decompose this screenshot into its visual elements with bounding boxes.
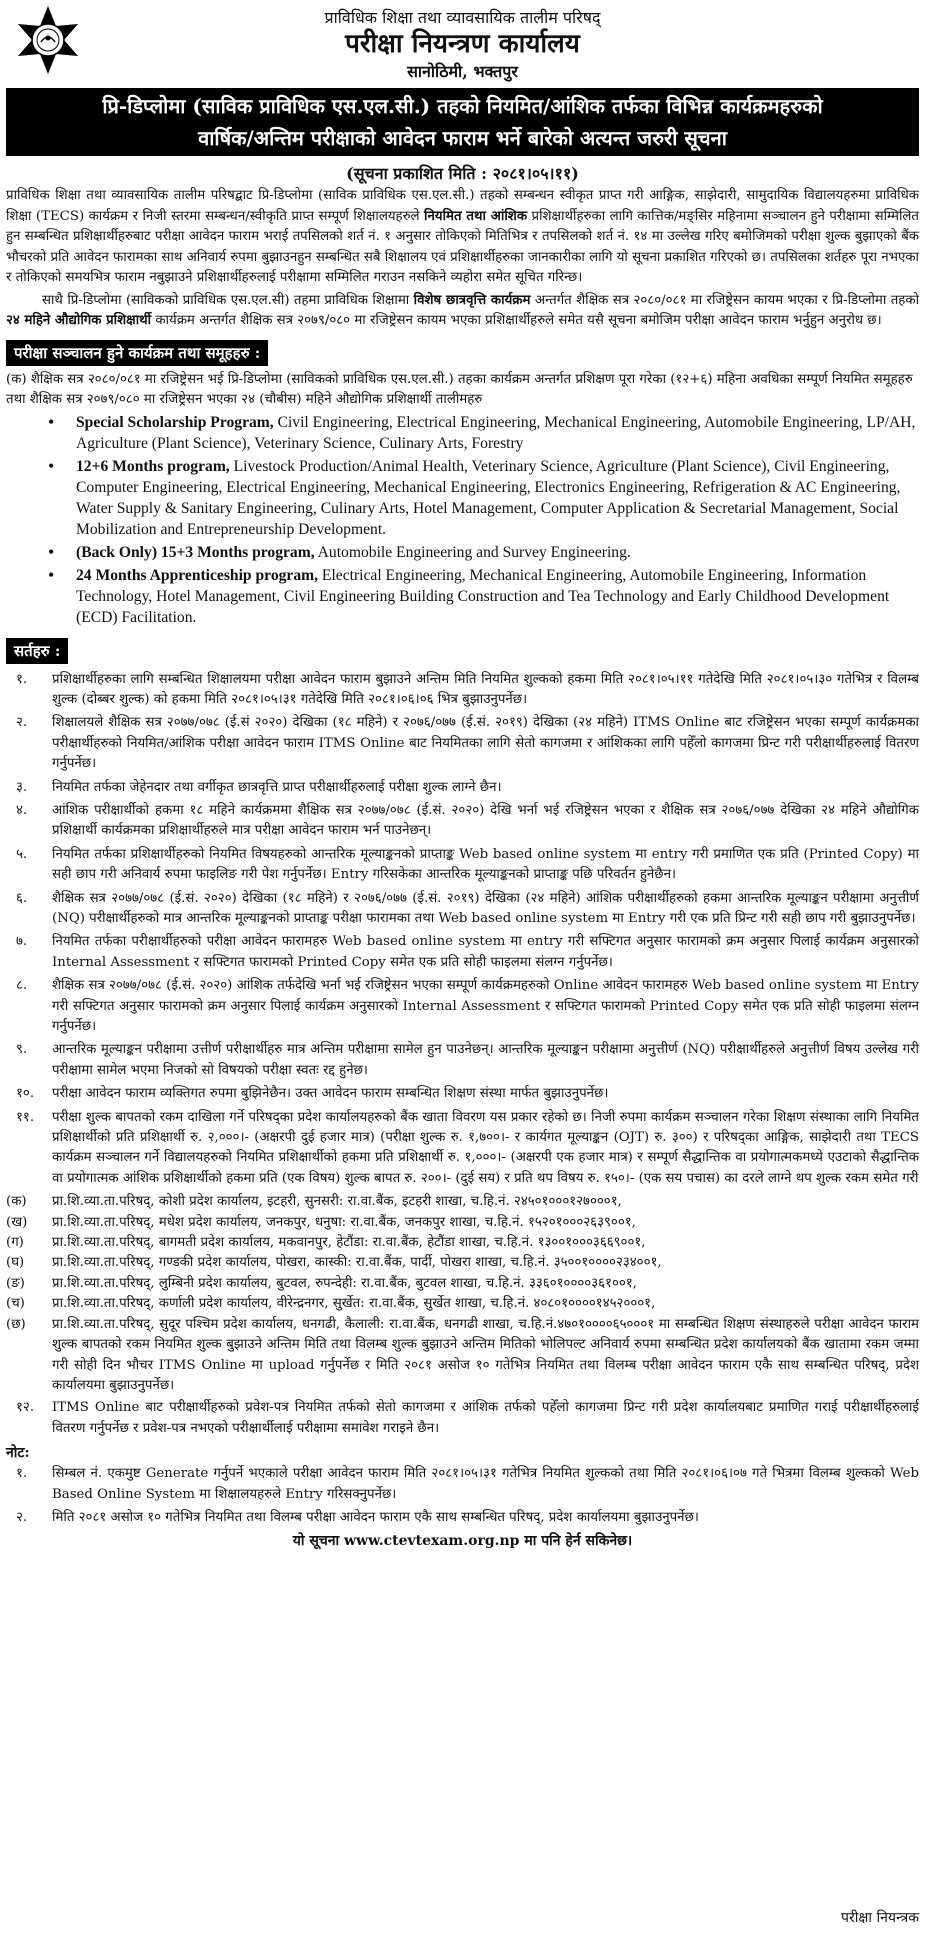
notes-list (6, 1464, 919, 1528)
notes-heading: नोट: (6, 1445, 30, 1462)
section-programs-intro: (क) शैक्षिक सत्र २०८०/०८१ मा रजिष्ट्रेसन भई प्रि-डिप्लोमा (साविकको प्राविधिक एस.एल.सी.) तहका कार्यक्रम अन्तर्गत प्रशिक्षण पूरा गरेका (१२+६) महिना अवधिका सम्पूर्ण नियमित समूहहरु तथा शैक्षिक सत्र २०७९/०८० मा रजिष्ट्रेसन भएका २४ (चौबीस) महिने औद्योगिक प्रशिक्षार्थी तालीमहरु (6, 371, 913, 407)
program-item: • 24 Months Apprenticeship program, Electrical Engineering, Mechanical Engineering, Automobile Engineering, Information Technology, Hotel Management, Civil Engineering Building Construction and Tea Technology and Early Childhood Development (ECD) Facilitation. (46, 565, 919, 628)
program-item: • (Back Only) 15+3 Months program, Automobile Engineering and Survey Engineering. (46, 542, 919, 563)
program-item: • Special Scholarship Program, Civil Engineering, Electrical Engineering, Mechanical Engineering, Automobile Engineering, LP/AH, Agriculture (Plant Science), Veterinary Science, Culinary Arts, Forestry (46, 412, 919, 454)
term-item: ५. नियमित तर्फका प्रशिक्षार्थीहरुको नियमित विषयहरुको आन्तरिक मूल्याङ्कनको प्राप्ताङ्क Web based online system मा entry गरी प्रमाणित एक प्रति (Printed Copy) मा सही छाप गरी अनिवार्य रुपमा फाइलिङ गरी पेश गर्नुपर्नेछ। Entry गरिसकेका आन्तरिक मूल्याङ्कनको प्राप्ताङ्क पछि परिवर्तन हुनेछैन। (16, 846, 919, 883)
terms-list (6, 670, 919, 1190)
signoff-controller: परीक्षा नियन्त्रक (841, 1910, 919, 1926)
bank-account-item: (घ) प्रा.शि.व्या.ता.परिषद्, गण्डकी प्रदेश कार्यालय, पोखरा, कास्की: रा.वा.बैंक, पार्दी, पोखरा शाखा, च.हि.नं. ३५००१००००२३४००१, (6, 1255, 662, 1271)
intro-paragraph-2: साथै प्रि-डिप्लोमा (साविकको प्राविधिक एस.एल.सी) तहमा प्राविधिक शिक्षामा विशेष छात्रवृत्ति कार्यक्रम अन्तर्गत शैक्षिक सत्र २०८०/०८१ मा रजिष्ट्रेसन कायम भएका र प्रि-डिप्लोमा तहको २४ महिने औद्योगिक प्रशिक्षार्थी कार्यक्रम अन्तर्गत शैक्षिक सत्र २०७९/०८० मा रजिष्ट्रेसन कायम भएका प्रशिक्षार्थीहरुले समेत यसै सूचना बमोजिम परीक्षा आवेदन फाराम भर्नुहुन अनुरोध छ। (6, 292, 920, 328)
notice-title-line2: वार्षिक/अन्तिम परीक्षाको आवेदन फाराम भर्ने बारेको अत्यन्त जरुरी सूचना (198, 126, 727, 150)
term-item: ९. आन्तरिक मूल्याङ्कन परीक्षामा उत्तीर्ण परीक्षार्थीहरु मात्र अन्तिम परीक्षामा सामेल हुन पाउनेछन्। आन्तरिक मूल्याङ्कन परीक्षामा अनुत्तीर्ण (NQ) परीक्षार्थीहरुले अनुत्तीर्ण विषय उल्लेख गरी परीक्षामा सामेल भएमा निजको सो विषयको परीक्षा स्वतः रद्द हुनेछ। (16, 1042, 919, 1078)
term-item: १. प्रशिक्षार्थीहरुका लागि सम्बन्धित शिक्षालयमा परीक्षा आवेदन फाराम बुझाउने अन्तिम मिति नियमित शुल्कको हकमा मिति २०८१।०५।११ गतेदेखि मिति २०८१।०५।३० गतेभित्र र विलम्ब शुल्क (दोब्बर शुल्क) को हकमा मिति २०८१।०५।३१ गतेदेखि मिति २०८१।०६।०६ भित्र बुझाउनुपर्नेछ। (16, 671, 919, 707)
notice-page (6, 2, 919, 1550)
office-location: सानोठिमी, भक्तपुर (407, 62, 518, 81)
council-name: प्राविधिक शिक्षा तथा व्यावसायिक तालीम परिषद् (324, 8, 601, 27)
office-name: परीक्षा नियन्त्रण कार्यालय (345, 29, 580, 59)
notice-title-line1: प्रि-डिप्लोमा (साविक प्राविधिक एस.एल.सी.) तहको नियमित/आंशिक तर्फका विभिन्न कार्यक्रमहरुको (102, 94, 823, 118)
bank-account-item: (ग) प्रा.शि.व्या.ता.परिषद्, बागमती प्रदेश कार्यालय, मकवानपुर, हेटौंडा: रा.वा.बैंक, हेटौंडा शाखा, च.हि.नं. १३००१०००३६६९००१, (6, 1235, 646, 1251)
bank-account-item: (ङ) प्रा.शि.व्या.ता.परिषद्, लुम्बिनी प्रदेश कार्यालय, बुटवल, रुपन्देही: रा.वा.बैंक, बुटवल शाखा, च.हि.नं. ३३६०१००००३६१००१, (6, 1275, 637, 1291)
term-item: १२. ITMS Online बाट परीक्षार्थीहरुको प्रवेश-पत्र नियमित तर्फको सेतो कागजमा र आंशिक तर्फको पहेँलो कागजमा प्रिन्ट गरी प्रदेश कार्यालयबाट प्रमाणित गराई परीक्षार्थीहरुलाई वितरण गर्नुपर्नेछ र प्रवेश-पत्र नभएको परीक्षार्थीलाई परीक्षामा समावेश गराइने छैन। (16, 1400, 919, 1436)
notice-title-banner (6, 88, 919, 156)
section-terms-heading: सर्तहरु : (6, 638, 68, 664)
term-item: ७. नियमित तर्फका परीक्षार्थीहरुको परीक्षा आवेदन फारामहरु Web based online system मा entry गरी सफ्टिगत अनुसार फारामको क्रम अनुसार पिलाई कार्यक्रम अनुसारको Internal Assessment र सफ्टिगत फारामको Printed Copy समेत एक प्रति सोही फाइलमा संलग्न गर्नुपर्नेछ। (16, 934, 919, 970)
program-item: • 12+6 Months program, Livestock Production/Animal Health, Veterinary Science, Agriculture (Plant Science), Civil Engineering, Computer Engineering, Electrical Engineering, Mechanical Engineering, Electronics Engineering, Refrigeration & AC Engineering, Water Supply & Sanitary Engineering, Culinary Arts, Hotel Management, Computer Application & Secretarial Management, Social Mobilization and Entrepreneurship Development. (46, 456, 919, 540)
website-notice: यो सूचना www.ctevtexam.org.np मा पनि हेर्न सकिनेछ। (292, 1533, 633, 1550)
term-item: २. शिक्षालयले शैक्षिक सत्र २०७७/०७८ (ई.सं २०२०) देखिका (१८ महिने) र २०७६/०७७ (ई.सं. २०१९) देखिका (२४ महिने) ITMS Online बाट रजिष्ट्रेसन भएका सम्पूर्ण कार्यक्रमका परीक्षार्थीहरुको नियमित/आंशिक परीक्षा आवेदन फाराम ITMS Online बाट नियमितका लागि सेतो कागजमा र आंशिकका लागि पहेँलो कागजमा प्रिन्ट गरी परीक्षार्थीहरुलाई वितरण गर्नुपर्नेछ। (16, 715, 919, 772)
term-item: ४. आंशिक परीक्षार्थीको हकमा १८ महिने कार्यक्रममा शैक्षिक सत्र २०७७/०७८ (ई.सं. २०२०) देखि भर्ना भई रजिष्ट्रेसन भएका र शैक्षिक सत्र २०७६/०७७ देखिका २४ महिने औद्योगिक प्रशिक्षार्थी कार्यक्रमका प्रशिक्षार्थीहरुले मात्र परीक्षा आवेदन फाराम भर्न पाउनेछन्। (16, 802, 919, 839)
bank-account-item: (छ) प्रा.शि.व्या.ता.परिषद्, सुदूर पश्चिम प्रदेश कार्यालय, धनगढी, कैलाली: रा.वा.बैंक, धनगढी शाखा, च.हि.नं.४७०१००००६५०००१ मा सम्बन्धित शिक्षण संस्थाहरुले परीक्षा आवेदन फाराम शुल्क बापतको रकम नियमित शुल्क बुझाउने अन्तिम मिति तथा विलम्ब शुल्क बुझाउने अन्तिम मितिको भोलिपल्ट अनिवार्य रुपमा सम्बन्धित प्रदेश कार्यालयको बैंक खातामा रकम जम्मा गरी सोही दिन भौचर ITMS Online मा upload गर्नुपर्नेछ र मिति २०८१ असोज १० गतेभित्र नियमित तथा विलम्ब परीक्षा आवेदन फाराम एकै साथ सम्बन्धित परिषद्, प्रदेश कार्यालयमा बुझाउनुपर्नेछ। (6, 1316, 919, 1393)
intro-paragraph-1: प्राविधिक शिक्षा तथा व्यावसायिक तालीम परिषद्बाट प्रि-डिप्लोमा (साविक प्राविधिक एस.एल.सी.) तहको सम्बन्धन स्वीकृत प्राप्त गरी आङ्गिक, साझेदारी, सामुदायिक विद्यालयहरुमा प्राविधिक शिक्षा (TECS) कार्यक्रम र निजी स्तरमा सम्बन्धन/स्वीकृति प्राप्त सम्पूर्ण शिक्षालयहरुले नियमित तथा आंशिक प्रशिक्षार्थीहरुका लागि कात्तिक/मङ्सिर महिनामा सञ्चालन हुने परीक्षामा सम्मिलित हुन सम्बन्धित प्रशिक्षार्थीहरुबाट परीक्षा आवेदन फाराम भराई तपसिलको शर्त नं. १ अनुसार तोकिएको मितिभित्र र तपसिलको शर्त नं. १४ मा उल्लेख गरिए बमोजिमको परीक्षा शुल्क बुझाएको बैंक भौचरको प्रति आवेदन फारामका साथ अनिवार्य रुपमा बुझाउनहुन सम्बन्धित सबै शिक्षालय एवं प्रशिक्षार्थीहरुका जानकारीका लागि यो सूचना प्रकाशित गरिएको छ। तपसिलका शर्तहरु पूरा नभएका र तोकिएको समयभित्र फाराम नबुझाउने प्रशिक्षार्थीहरुलाई परीक्षामा सम्मिलित गराउन नसकिने व्यहोरा समेत सूचित गरिन्छ। (6, 188, 920, 285)
ctevt-logo-icon (12, 4, 84, 76)
term-item: ३. नियमित तर्फका जेहेनदार तथा वर्गीकृत छात्रवृत्ति प्राप्त परीक्षार्थीहरुलाई परीक्षा शुल्क लाग्ने छैन। (16, 779, 502, 795)
term-item: १०. परीक्षा आवेदन फाराम व्यक्तिगत रुपमा बुझिनेछैन। उक्त आवेदन फाराम सम्बन्धित शिक्षण संस्था मार्फत बुझाउनुपर्नेछ। (16, 1086, 609, 1102)
note-item: १. सिम्बल नं. एकमुष्ट Generate गर्नुपर्ने भएकाले परीक्षा आवेदन फाराम मिति २०८१।०५।३१ गतेभित्र नियमित शुल्कको तथा मिति २०८१।०६।०७ गते भित्रमा विलम्ब शुल्कको Web Based Online System मा शिक्षालयहरुले Entry गरिसक्नुपर्नेछ। (16, 1466, 919, 1502)
bank-account-list (6, 1192, 919, 1396)
published-date: (सूचना प्रकाशित मिति : २०८१।०५।११) (346, 164, 579, 183)
term-item: ८. शैक्षिक सत्र २०७७/०७८ (ई.सं. २०२०) आंशिक तर्फदेखि भर्ना भई रजिष्ट्रेसन भएका सम्पूर्ण कार्यक्रमहरुको Online आवेदन फारामहरु Web based online system मा Entry गरी सफ्टिगत अनुसार फारामको क्रम अनुसार पिलाई कार्यक्रम अनुसारको Internal Assessment र सफ्टिगत फारामको Printed Copy समेत एक प्रति सोही फाइलमा संलग्न गर्नुपर्नेछ। (16, 978, 919, 1034)
terms-list-continued (6, 1398, 919, 1439)
term-item: ६. शैक्षिक सत्र २०७७/०७८ (ई.सं. २०२०) देखिका (१८ महिने) र २०७६/०७७ (ई.सं. २०१९) देखिका (२४ महिने) आंशिक परीक्षार्थीहरुको हकमा आन्तरिक मूल्याङ्कन परीक्षामा अनुत्तीर्ण (NQ) परीक्षार्थीहरुको मात्र आन्तरिक मूल्याङ्कनको प्राप्ताङ्क परीक्षा फारामका तथा Web based online system मा Entry गरी एक प्रति प्रिन्ट गरी सही छाप गरी बुझाउनुपर्नेछ। (16, 890, 919, 926)
notice-header (6, 2, 919, 88)
bank-account-item: (ख) प्रा.शि.व्या.ता.परिषद्, मधेश प्रदेश कार्यालय, जनकपुर, धनुषा: रा.वा.बैंक, जनकपुर शाखा, च.हि.नं. १५२०१०००२६३९००१, (6, 1214, 636, 1230)
program-list (46, 412, 919, 628)
bank-account-item: (च) प्रा.शि.व्या.ता.परिषद्, कर्णाली प्रदेश कार्यालय, वीरेन्द्रनगर, सुर्खेत: रा.वा.बैंक, सुर्खेत शाखा, च.हि.नं. ४०८०१००००१४५२०००१, (6, 1296, 656, 1312)
term-item: ११. परीक्षा शुल्क बापतको रकम दाखिला गर्ने परिषद्का प्रदेश कार्यालयहरुको बैंक खाता विवरण यस प्रकार रहेको छ। निजी रुपमा कार्यक्रम सञ्चालन गरेका शिक्षण संस्थाका लागि नियमित प्रशिक्षार्थीको प्रति प्रशिक्षार्थी रु. २,०००।- (अक्षरपी दुई हजार मात्र) (परीक्षा शुल्क रु. १,७००।- र कार्यगत मूल्याङ्कन (OJT) रु. ३००) र परिषद्का आङ्गिक, साझेदारी तथा TECS कार्यक्रम सञ्चालन गर्ने विद्यालयहरुको नियमित प्रशिक्षार्थीको हकमा प्रति प्रशिक्षार्थी रु. १,०००।- (अक्षरपी एक हजार मात्र) र सम्पूर्ण सैद्धान्तिक वा प्रयोगात्मकमध्ये एउटाको सैद्धान्तिक वा प्रयोगात्मक आंशिक प्रशिक्षार्थीको हकमा प्रति (एक विषय) शुल्क बापत रु. २००।- (दुई सय) र प्रति थप विषय रु. १५०।- (एक सय पचास) का दरले लाग्ने थप शुल्क रकम समेत गरी (16, 1109, 919, 1186)
bank-account-item: (क) प्रा.शि.व्या.ता.परिषद्, कोशी प्रदेश कार्यालय, इटहरी, सुनसरी: रा.वा.बैंक, इटहरी शाखा, च.हि.नं. २४५०१०००१२७०००१, (6, 1194, 622, 1210)
note-item: २. मिति २०८१ असोज १० गतेभित्र नियमित तथा विलम्ब परीक्षा आवेदन फाराम एकै साथ सम्बन्धित परिषद्, प्रदेश कार्यालयमा बुझाउनुपर्नेछ। (16, 1509, 699, 1525)
section-programs-heading: परीक्षा सञ्चालन हुने कार्यक्रम तथा समूहहरु : (6, 340, 268, 366)
